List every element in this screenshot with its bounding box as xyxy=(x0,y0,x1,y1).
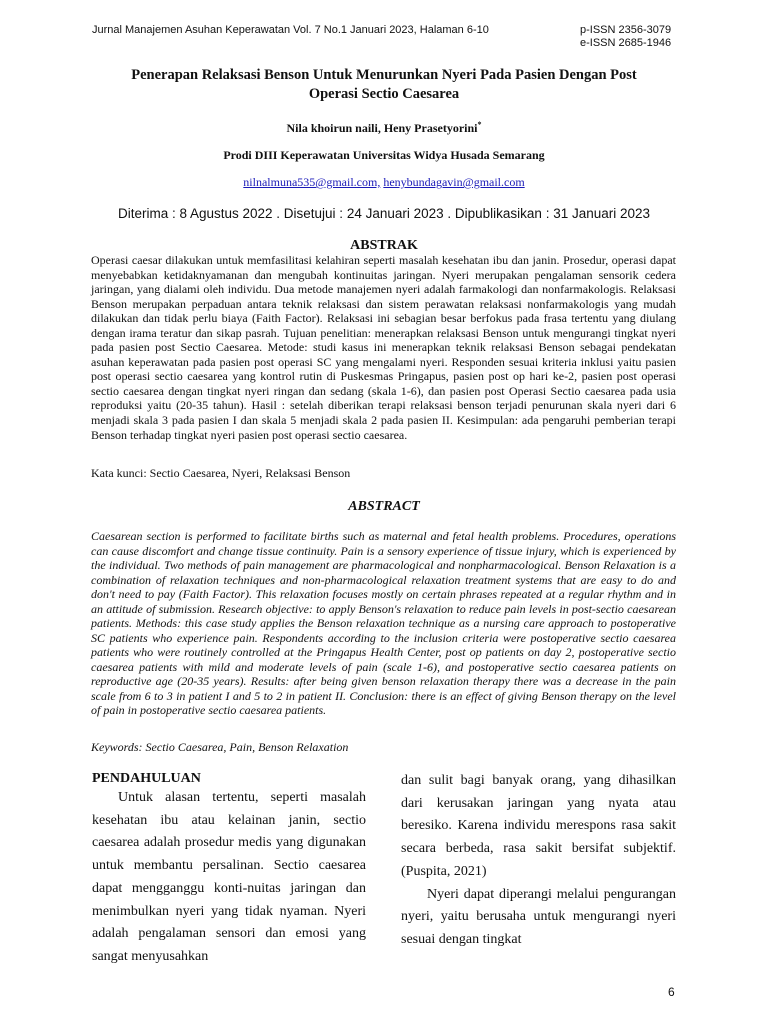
abstract-heading: ABSTRACT xyxy=(348,499,420,514)
section-heading-pendahuluan: PENDAHULUAN xyxy=(92,771,201,786)
page-number: 6 xyxy=(668,985,675,999)
paragraph: dan sulit bagi banyak orang, yang dihasilkan dari kerusakan jaringan yang nyata atau beresiko. Karena individu merespons rasa sakit secara berbeda, rasa sakit bersifat subjektif. (Puspita, 2021) xyxy=(401,773,676,879)
issn-block xyxy=(580,24,671,50)
title-line-2: Operasi Sectio Caesarea xyxy=(308,86,460,102)
email-link-2[interactable]: henybundagavin@gmail.com xyxy=(383,175,525,189)
email-line xyxy=(96,175,672,190)
authors xyxy=(96,120,672,136)
body-column-right xyxy=(401,770,676,952)
journal-header: Jurnal Manajemen Asuhan Keperawatan Vol. 7 No.1 Januari 2023, Halaman 6-10 xyxy=(92,24,489,36)
abstrak-body: Operasi caesar dilakukan untuk memfasilitasi kelahiran seperti masalah kesehatan ibu dan janin. Prosedur, operasi dapat menyebabkan ketidaknyamanan dan mengubah kontinuitas jaringan. Nyeri merupakan pengalaman sensorik cedera jaringan, yang dialami oleh individu. Dua metode manajemen nyeri adalah farmakologi dan nonfarmakologis. Relaksasi Benson merupakan perpaduan antara teknik relaksasi dan sistem perawatan relaksasi nonfarmakologis yang mudah dilakukan dan tidak perlu biaya (Faith Factor). Relaksasi ini sebagian besar berfokus pada frasa tertentu yang diulang dengan irama teratur dan sikap pasrah. Tujuan penelitian: menerapkan relaksasi Benson untuk mengurangi tingkat nyeri pada pasien post Sectio Caesarea. Metode: studi kasus ini menerapkan teknik relaksasi Benson sebagai pendekatan asuhan keperawatan pada pasien post operasi SC yang mengalami nyeri. Responden sesuai kriteria inklusi yaitu pasien post operasi sectio caesarea yang kontrol rutin di Puskesmas Pringapus, pasien post op hari ke-2, pasien post operasi sectio caesarea dengan tingkat nyeri ringan dan sedang (skala 1-6), dan pasien post Operasi Sectio caesarea pada usia reproduksi yaitu (20-35 tahun). Hasil : setelah diberikan terapi relaksasi benson terjadi penurunan skala nyeri dari 6 menjadi skala 3 pada pasien I dan skala 5 menjadi skala 2 pada pasien II. Kesimpulan: ada pengaruhi pemberian terapi Benson terhadap tingkat nyeri pasien post operasi sectio caesarea. xyxy=(91,253,676,442)
abstrak-heading: ABSTRAK xyxy=(350,238,418,253)
corresponding-author-mark: * xyxy=(477,120,482,129)
kata-kunci: Kata kunci: Sectio Caesarea, Nyeri, Relaksasi Benson xyxy=(91,466,351,480)
affiliation: Prodi DIII Keperawatan Universitas Widya Husada Semarang xyxy=(223,148,545,162)
abstract-body: Caesarean section is performed to facilitate births such as maternal and fetal health problems. Procedures, operations can cause discomfort and change tissue continuity. Pain is a sensory experience of tissue injury, which is experienced by the individual. Two methods of pain management are pharmacological and nonpharmacological. Benson Relaxation is a combination of relaxation techniques and non-pharmacological relaxation treatment systems that are easy to do and don't need to pay (Faith Factor). This relaxation focuses mostly on certain phrases repeated at a regular rhythm and in an attitude of submission. Research objective: to apply Benson's relaxation to reduce pain levels in post-sectio caesarean patients. Methods: this case study applies the Benson relaxation technique as a nursing care approach to postoperative SC patients who experience pain. Respondents according to the inclusion criteria were postoperative sectio caesarea patients who were routinely controlled at the Pringapus Health Center, post op patients on day 2, postoperative sectio caesarea patients with mild and moderate levels of pain (scale 1-6), and postoperative sectio caesarea patients on reproductive age (20-35 years). Results: after being given benson relaxation therapy there was a decrease in the pain scale from 6 to 3 in patient I and 5 to 2 in patient II. Conclusion: there is an effect of giving Benson therapy on the level of pain in postoperative sectio caesarea patients. xyxy=(91,529,676,717)
keywords: Keywords: Sectio Caesarea, Pain, Benson Relaxation xyxy=(91,740,349,754)
eissn-text: e-ISSN 2685-1946 xyxy=(580,37,672,49)
email-link-1[interactable]: nilnalmuna535@gmail.com, xyxy=(243,175,381,189)
article-title xyxy=(96,66,672,104)
author-names: Nila khoirun naili, Heny Prasetyorini xyxy=(286,121,478,135)
paragraph: Nyeri dapat diperangi melalui pengurangan nyeri, yaitu berusaha untuk mengurangi nyeri sesuai dengan tingkat xyxy=(401,886,676,947)
paragraph: Untuk alasan tertentu, seperti masalah kesehatan ibu atau kelainan janin, sectio caesarea adalah prosedur medis yang digunakan untuk membantu persalinan. Sectio caesarea dapat mengganggu konti-nuitas jaringan dan menimbulkan nyeri yang tidak nyaman. Nyeri adalah pengalaman sensori dan emosi yang sangat menyusahkan xyxy=(92,790,366,964)
body-column-left xyxy=(92,787,366,969)
pissn-text: p-ISSN 2356-3079 xyxy=(580,24,672,36)
title-line-1: Penerapan Relaksasi Benson Untuk Menurunkan Nyeri Pada Pasien Dengan Post xyxy=(131,67,637,83)
publication-dates: Diterima : 8 Agustus 2022 . Disetujui : 24 Januari 2023 . Dipublikasikan : 31 Januari 2023 xyxy=(117,206,651,221)
